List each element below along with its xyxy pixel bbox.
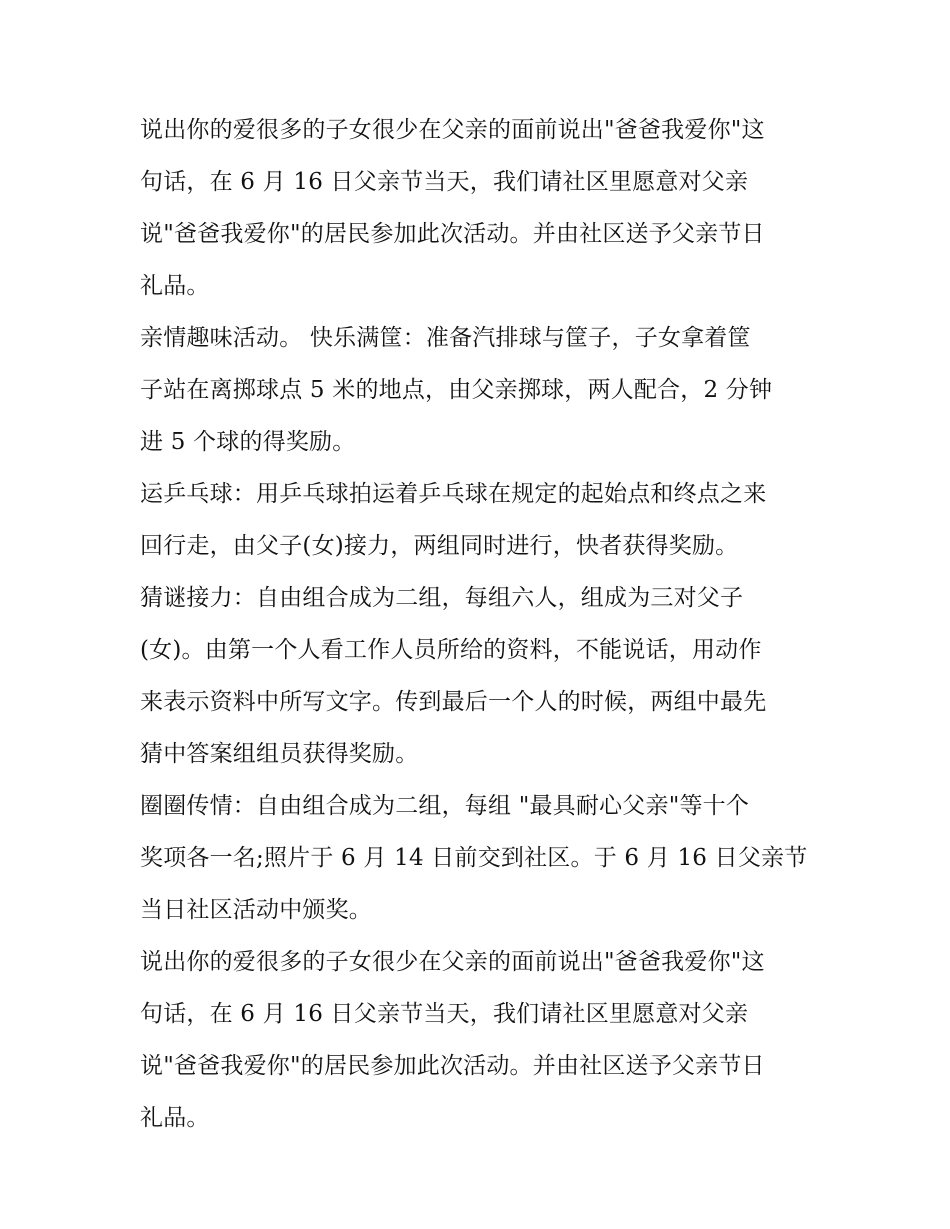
text-line: 句话，在 6 月 16 日父亲节当天，我们请社区里愿意对父亲 — [140, 1001, 749, 1027]
text-line: 礼品。 — [140, 1105, 210, 1131]
text-line: 奖项各一名;照片于 6 月 14 日前交到社区。于 6 月 16 日父亲节 — [140, 845, 808, 871]
text-line: 说"爸爸我爱你"的居民参加此次活动。并由社区送予父亲节日 — [140, 221, 765, 247]
text-line: 句话，在 6 月 16 日父亲节当天，我们请社区里愿意对父亲 — [140, 169, 749, 195]
text-line: 礼品。 — [140, 273, 210, 299]
text-line: 说出你的爱很多的子女很少在父亲的面前说出"爸爸我爱你"这 — [140, 117, 765, 143]
text-line: 亲情趣味活动。 快乐满筐：准备汽排球与筐子，子女拿着筐 — [140, 325, 751, 351]
text-line: 子站在离掷球点 5 米的地点，由父亲掷球，两人配合，2 分钟 — [140, 377, 773, 403]
text-line: 来表示资料中所写文字。传到最后一个人的时候，两组中最先 — [140, 689, 767, 715]
text-line: 说"爸爸我爱你"的居民参加此次活动。并由社区送予父亲节日 — [140, 1053, 765, 1079]
text-line: 当日社区活动中颁奖。 — [140, 897, 372, 923]
text-line: 猜谜接力：自由组合成为二组，每组六人，组成为三对父子 — [140, 585, 744, 611]
text-line: 猜中答案组组员获得奖励。 — [140, 741, 419, 767]
text-line: (女)。由第一个人看工作人员所给的资料，不能说话，用动作 — [140, 637, 762, 663]
text-line: 回行走，由父子(女)接力，两组同时进行，快者获得奖励。 — [140, 533, 739, 559]
text-line: 圈圈传情：自由组合成为二组，每组 "最具耐心父亲"等十个 — [140, 793, 750, 819]
text-line: 进 5 个球的得奖励。 — [140, 429, 356, 455]
text-line: 运乒乓球：用乒乓球拍运着乒乓球在规定的起始点和终点之来 — [140, 481, 767, 507]
document-body — [140, 104, 820, 1144]
text-line: 说出你的爱很多的子女很少在父亲的面前说出"爸爸我爱你"这 — [140, 949, 765, 975]
